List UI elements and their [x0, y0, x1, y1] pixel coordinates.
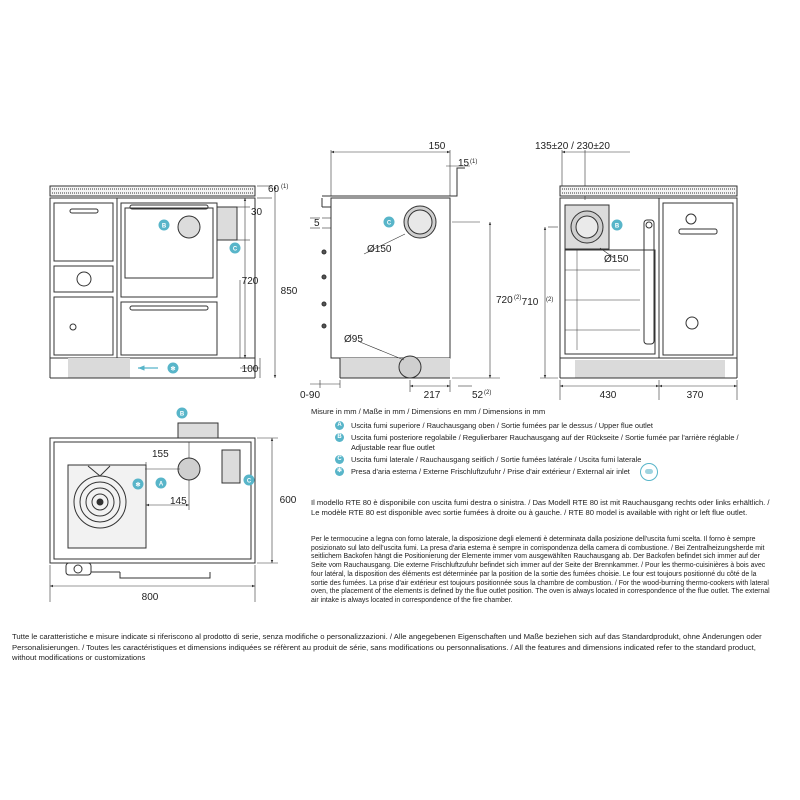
top-dimension-labels: [142, 449, 297, 603]
legend-item-b: [311, 433, 781, 451]
front-badge-b: B: [161, 223, 167, 230]
dim-side-rear-height-note: (2): [514, 295, 522, 301]
rear-badges: [612, 220, 623, 231]
dim-top-depth: 600: [279, 495, 297, 506]
rear-view: [540, 150, 737, 400]
dim-rear-flue-pos: 135±20 / 230±20: [535, 141, 610, 152]
legend-badge-star: ✻: [336, 468, 343, 475]
dim-total-height: 850: [280, 286, 298, 297]
dim-side-inlet-pos: 217: [423, 390, 441, 401]
front-badge-star: ✻: [170, 366, 176, 373]
dim-oven-height: 720: [241, 276, 259, 287]
dim-top-gap: 60: [268, 184, 280, 195]
legend-badge-a: A: [335, 421, 344, 430]
side-badges: [384, 217, 395, 228]
layout-note: Per le termocucine a legna con forno laterale, la disposizione degli elementi è determinata dalla posizione dell'uscita fumi scelta. Il forno è sempre posizionato sul lato dell'uscita fumi. La presa d'aria esterna è sempre in corrispondenza della camera di combustione. / Bei Zentralheizungsherde mit seitlichem Backofen hängt die Positionierung der Elemente immer vom ausgewählten Rauchausgang ab. Der Backofen befindet sich immer auf der Seite vom Rauchausgang. Die externe Frischluftzufuhr befindet sich immer auf der Seite der Brennkammer. / Pour les thermo-cuisinières à bois avec four latéral, la disposition des éléments est déterminée par la position de la sortie des fumées choisie. Le four est toujours positionné du côté de la sortie des fumées. La prise d'air extérieur est toujours positionnée sous la chambre de combustion. / For the wood-burning thermo-cookers with lateral oven, the placement of the elements is defined by the flue outlet position. The oven is always located in correspondence of the flue outlet. The external air intake is always located in correspondence of the fire chamber.: [311, 536, 770, 604]
dim-top-offset-y: 155: [152, 449, 169, 460]
dim-top-offset-x: 145: [170, 496, 187, 507]
dim-side-rear-height: 720: [496, 295, 513, 306]
dim-side-flue-diam: Ø150: [367, 244, 392, 255]
dim-side-inset: 5: [314, 218, 320, 229]
dim-side-rear-gap-note: (2): [484, 390, 492, 396]
front-dimension-labels: [242, 184, 298, 375]
legend: [311, 407, 781, 488]
legend-text-star: Presa d'aria esterna / Externe Frischluftzufuhr / Prise d'air extérieur / External air inlet: [351, 467, 630, 477]
model-note: Il modello RTE 80 è disponibile con uscita fumi destra o sinistra. / Das Modell RTE 80 ist mit Rauchausgang rechts oder links erhältlich. / Le modèle RTE 80 est disponible avec sortie fumées à droite ou à gauche. / RTE 80 model is available with right or left flue outlet.: [311, 498, 770, 517]
dim-side-inlet-diam: Ø95: [344, 334, 363, 345]
dim-side-rear-gap: 52: [472, 390, 484, 401]
side-badge-c: C: [386, 220, 392, 227]
disclaimer: Tutte le caratteristiche e misure indicate si riferiscono al prodotto di serie, senza modifiche o personalizzazioni. / Alle angegebenen Eigenschaften und Maße beziehen sich auf das Standardprodukt, ohne Änderungen oder Personalisierungen. / Toutes les caractéristiques et dimensions indiquées se réfèrent au produit de série, sans modifications ou personnalisations. / All the features and dimensions indicated refer to the standard product, without modifications or customizations: [12, 632, 762, 662]
air-inlet-icon: [640, 463, 658, 481]
legend-item-a: [311, 421, 781, 430]
legend-text-a: Uscita fumi superiore / Rauchausgang oben / Sortie fumées par le dessus / Upper flue outlet: [351, 421, 653, 431]
dim-flue-width: 30: [251, 207, 263, 218]
legend-text-b: Uscita fumi posteriore regolabile / Regulierbarer Rauchausgang auf der Rückseite / Sortie fumée par l'arrière réglable / Adjustable rear flue outlet: [351, 433, 739, 452]
top-badge-a: A: [158, 481, 164, 488]
dim-rear-height-note: (2): [546, 297, 554, 303]
legend-item-c: [311, 455, 781, 464]
legend-item-star: [311, 467, 781, 485]
top-badge-c: C: [246, 478, 252, 485]
dim-rear-left: 430: [599, 390, 617, 401]
side-view: [310, 150, 500, 392]
rear-badge-b: B: [614, 223, 620, 230]
top-badge-star: ✻: [135, 482, 141, 489]
dim-plinth: 100: [241, 364, 259, 375]
legend-text-c: Uscita fumi laterale / Rauchausgang seitlich / Sortie fumées latérale / Uscita fumi laterale: [351, 454, 642, 464]
top-badge-b: B: [179, 411, 185, 418]
dim-top-gap-note: (1): [281, 184, 289, 190]
legend-title: Misure in mm / Maße in mm / Dimensions en mm / Dimensions in mm: [311, 407, 546, 416]
legend-badge-c: C: [335, 455, 344, 464]
dim-rear-height: 710: [521, 297, 539, 308]
dim-side-depth: 150: [428, 141, 446, 152]
front-badge-c: C: [232, 246, 238, 253]
legend-badge-b: B: [335, 433, 344, 442]
dim-rear-flue-diam: Ø150: [604, 254, 629, 265]
dim-width: 800: [141, 592, 159, 603]
dim-side-offset: 15: [458, 158, 470, 169]
dim-side-adjust: 0-90: [300, 390, 321, 401]
dim-side-offset-note: (1): [470, 159, 478, 165]
dim-rear-right: 370: [686, 390, 704, 401]
